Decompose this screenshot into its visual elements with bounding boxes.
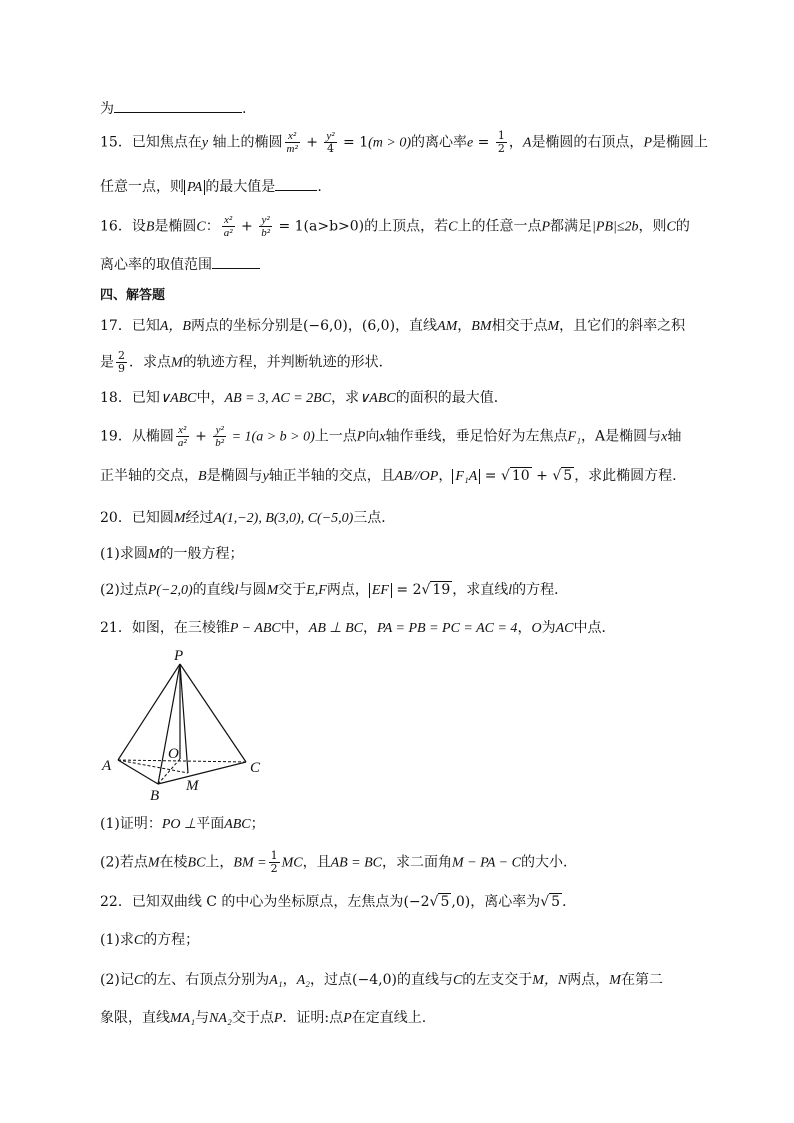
q21-text: 中， <box>280 620 309 636</box>
q16-text: ，则 <box>638 218 667 235</box>
q22-text: 的直线与 <box>396 972 453 988</box>
q19-sqrt10: 10 <box>511 468 530 484</box>
q20-text: 的一般方程； <box>159 546 244 562</box>
q20-M: M <box>266 583 279 598</box>
q17-text: 17．已知 <box>100 318 160 334</box>
q21-text: 上， <box>205 854 234 871</box>
q20-text: 的直线 <box>192 582 235 598</box>
question-22: 22．已知双曲线 C 的中心为坐标原点，左焦点为(−2√ 5 ,0)，离心率为√ 5 ． <box>100 894 577 910</box>
question-15 <box>100 130 708 155</box>
q21-text: ； <box>250 816 265 832</box>
edge-BC <box>158 762 246 784</box>
q15-text: 的最大值是 <box>205 179 276 195</box>
q22-text: 的方程； <box>143 932 200 948</box>
q21-BM: BM = <box>233 855 267 871</box>
q19-text: 向 <box>365 428 380 445</box>
q22-ecc-sqrt: 5 <box>551 894 561 910</box>
q16-text: ： <box>205 218 220 235</box>
q17-text: 相交于点 <box>491 318 548 334</box>
q15-cond: (m > 0) <box>368 135 412 151</box>
question-22-part2-line2 <box>100 1008 426 1029</box>
q17-text: 两点的坐标分别是 <box>190 318 303 334</box>
q17-text: 是 <box>100 354 114 371</box>
q22-MA1: MA₁ <box>170 1011 196 1026</box>
q22-focus: ,0) <box>451 894 471 910</box>
q15-fraction-x: $\frac{\text{x²}}{\text{m²}}$ <box>286 130 298 155</box>
q22-C: C <box>133 933 144 948</box>
q21-text: (1)证明： <box>100 816 162 832</box>
q19-text: ， <box>438 468 453 484</box>
q21-text: 平面 <box>196 816 225 832</box>
q15-eq: = 1 <box>338 134 369 151</box>
q22-MN: M，N <box>532 973 568 988</box>
q21-dihedral: M − PA − C <box>452 855 521 871</box>
q22-text: ． <box>562 894 577 910</box>
edge-PC <box>180 664 246 762</box>
q17-text: 的轨迹方程，并判断轨迹的形状． <box>182 354 393 371</box>
q16-text: 的 <box>675 218 690 235</box>
plus-sign: + <box>236 218 258 235</box>
q17-M: M <box>547 319 560 334</box>
q22-NA2: NA₂ <box>209 1011 232 1026</box>
q17-AM: AM <box>437 319 458 334</box>
q19-sqrt5: 5 <box>563 468 573 484</box>
q16-text: 离心率的取值范围 <box>100 257 212 273</box>
q16-P: P <box>541 219 551 235</box>
q17-M: M <box>171 355 183 371</box>
q19-parallel: AB//OP <box>394 469 439 484</box>
question-16-line2 <box>100 254 260 275</box>
q17-BM: BM <box>471 319 492 334</box>
q15-answer-blank <box>275 176 317 191</box>
q22-focus-sqrt: 5 <box>440 894 450 910</box>
q15-text: 任意一点，则 <box>100 179 184 195</box>
q21-pyramid: P − ABC <box>229 621 281 636</box>
q15-ecc-fraction: $\frac{1}{2}$ <box>497 129 505 155</box>
q18-triangle: ∨ABC <box>359 391 396 406</box>
q20-l: l <box>234 583 239 598</box>
q19-abs-F1A: F₁A <box>452 469 480 484</box>
q19-text: ，求此椭圆方程. <box>574 468 677 484</box>
q16-C: C <box>666 219 676 235</box>
q17-text: ．求点 <box>129 354 171 371</box>
q17-point: (6,0) <box>361 318 396 334</box>
q16-text: 上的任意一点 <box>457 218 542 235</box>
q22-text: 的左、右顶点分别为 <box>143 972 270 988</box>
q15-fraction-y: $\frac{\text{y²}}{4}$ <box>326 130 335 155</box>
q16-cond: |PB|≤2b <box>592 219 639 235</box>
question-20-part1 <box>100 544 244 565</box>
q20-text: 的方程． <box>512 582 569 598</box>
label-P: P <box>174 648 184 664</box>
q20-text: 三点． <box>353 510 396 526</box>
hidden-edge-AC <box>118 760 246 762</box>
q20-EF: E,F <box>306 583 327 598</box>
q19-y: y <box>262 469 269 484</box>
q19-text: 是椭圆与 <box>206 468 263 484</box>
q19-text: 轴 <box>667 428 682 445</box>
q21-text: ，求二面角 <box>382 854 453 871</box>
q21-text: ， <box>362 620 377 636</box>
q21-perp: PO ⊥ <box>161 817 197 832</box>
q18-text: 中， <box>196 390 225 406</box>
q21-AC: AC <box>555 621 574 636</box>
label-A: A <box>102 758 112 774</box>
question-16 <box>100 214 690 239</box>
q20-text: 两点， <box>326 582 369 598</box>
q21-text: 的大小． <box>520 854 577 871</box>
q18-text: 的面积的最大值． <box>395 390 508 406</box>
q15-text: . <box>317 179 322 195</box>
q19-x: x <box>661 429 668 445</box>
segment-PM <box>180 664 188 773</box>
q22-text: 两点， <box>567 972 610 988</box>
q22-focus: (−2 <box>403 894 430 910</box>
q19-text: ，A是椭圆与 <box>580 428 662 445</box>
q21-text: 21．如图，在三棱锥 <box>100 620 230 636</box>
q20-text: ，求直线 <box>452 582 509 598</box>
q16-C: C <box>448 219 458 235</box>
q19-P: P <box>356 429 366 445</box>
question-20-part2: (2)过点P(−2,0)的直线l与圆M交于E,F两点， EF = 2√ 19 ，求直线l的方程． <box>100 582 569 598</box>
question-18 <box>100 388 508 409</box>
q20-M: M <box>173 511 186 526</box>
q19-x: x <box>379 429 386 445</box>
q21-perp: AB ⊥ BC <box>308 621 363 636</box>
q16-fraction-x: $\frac{\text{x²}}{\text{a²}}$ <box>223 214 233 239</box>
q21-BC: BC <box>187 855 206 871</box>
q14-answer-line <box>100 98 246 119</box>
question-21-part1 <box>100 814 265 835</box>
q16-B: B <box>145 219 155 235</box>
q17-fraction: $\frac{2}{9}$ <box>118 349 125 375</box>
q16-text: 都满足 <box>550 218 593 235</box>
q15-text: 的离心率 <box>411 134 468 151</box>
q15-text: 是椭圆的右顶点， <box>531 134 644 151</box>
q20-point: P(−2,0) <box>147 583 193 598</box>
q22-A1: A₁ <box>269 973 283 988</box>
label-C: C <box>250 760 261 776</box>
q19-eq: = <box>480 468 501 484</box>
q20-text: (1)求圆 <box>100 546 148 562</box>
question-17 <box>100 316 685 337</box>
q16-text: 的上顶点，若 <box>364 218 449 235</box>
question-19-line2: 正半轴的交点，B是椭圆与y轴正半轴的交点，且AB//OP， F₁A = √ 10 + √ 5 ，求此椭圆方程. <box>100 468 677 484</box>
q21-text: 为 <box>541 620 556 636</box>
q17-point: (−6,0) <box>302 318 348 334</box>
q22-C: C <box>133 973 144 988</box>
q16-answer-blank <box>212 254 260 269</box>
q19-fraction-x: $\frac{\text{x²}}{\text{a²}}$ <box>177 424 187 449</box>
q20-abs-EF: EF <box>369 583 392 598</box>
q18-cond: AB = 3, AC = 2BC <box>224 391 332 406</box>
question-17-line2 <box>100 350 393 375</box>
q19-fraction-y: $\frac{\text{y²}}{\text{b²}}$ <box>215 424 225 449</box>
q16-text: 是椭圆 <box>154 218 197 235</box>
q21-text: ，且 <box>302 854 331 871</box>
plus-sign: + <box>190 428 212 445</box>
q17-text: ， <box>457 318 472 334</box>
q21-equalities: PA = PB = PC = AC = 4 <box>376 621 518 636</box>
question-15-line2 <box>100 176 322 198</box>
q21-fraction: $\frac{1}{2}$ <box>270 849 278 875</box>
plus-sign: + <box>531 468 553 484</box>
q22-A2: A₂ <box>296 973 311 988</box>
q16-text: 16．设 <box>100 218 146 235</box>
q22-text: 与 <box>195 1010 210 1026</box>
q15-text: 轴上的椭圆 <box>208 134 283 151</box>
q19-B: B <box>198 469 207 484</box>
q16-fraction-y: $\frac{\text{y²}}{\text{b²}}$ <box>261 214 270 239</box>
plus-sign: + <box>301 134 323 151</box>
q22-text: 在定直线上. <box>351 1010 427 1026</box>
q22-text: 在第二 <box>620 972 663 988</box>
q21-plane: ABC <box>224 817 251 832</box>
q22-M: M <box>609 973 621 988</box>
q20-text: 交于 <box>278 582 307 598</box>
q16-eq: = 1(a>b>0) <box>274 218 365 235</box>
q17-AB: A，B <box>159 319 191 334</box>
q15-text: 是椭圆上 <box>652 134 708 151</box>
q22-text: 的左支交于 <box>462 972 533 988</box>
q19-text: 轴正半轴的交点，且 <box>268 468 395 484</box>
q22-P: P <box>343 1011 352 1026</box>
q22-text: (2)记 <box>100 972 134 988</box>
q19-text: 上一点 <box>314 428 357 445</box>
q20-text: 与圆 <box>238 582 267 598</box>
q17-text: ，直线 <box>395 318 438 334</box>
q21-text: 在棱 <box>159 854 188 871</box>
q14-answer-blank <box>114 98 242 113</box>
question-20 <box>100 508 395 529</box>
q20-text: (2)过点 <box>100 582 148 598</box>
q18-triangle: ∨ABC <box>159 391 197 406</box>
q18-text: 18．已知 <box>100 390 160 406</box>
question-22-part2 <box>100 970 663 991</box>
q22-text: ，离心率为 <box>470 894 541 910</box>
question-19 <box>100 424 681 449</box>
q15-e: e <box>467 135 474 151</box>
q15-A: A <box>522 135 532 151</box>
q19-text: 轴作垂线，垂足恰好为左焦点 <box>385 428 568 445</box>
q22-text: 交于点 <box>231 1010 274 1026</box>
label-B: B <box>150 788 160 804</box>
q22-text: ， <box>282 972 297 988</box>
q14-prefix: 为 <box>100 101 114 117</box>
q22-C: C <box>452 973 463 988</box>
q14-suffix: . <box>242 101 247 117</box>
q21-text: ， <box>517 620 532 636</box>
q20-text: 经过 <box>185 510 214 526</box>
q20-M: M <box>147 547 160 562</box>
q22-text: ．证明:点 <box>282 1010 344 1026</box>
q20-l: l <box>508 583 513 598</box>
q22-text: 22．已知双曲线 C 的中心为坐标原点，左焦点为 <box>100 894 404 910</box>
q19-F1: F₁ <box>567 429 581 445</box>
q16-C: C <box>196 219 206 235</box>
q21-MC: MC <box>281 855 303 871</box>
q15-P: P <box>643 135 652 151</box>
q17-text: ， <box>347 318 362 334</box>
q15-text: 15．已知焦点在 <box>100 134 202 151</box>
pyramid-figure <box>100 648 270 804</box>
section-heading: 四、解答题 <box>100 288 166 303</box>
q21-text: (2)若点 <box>100 854 148 871</box>
q21-AB-BC: AB = BC <box>330 855 383 871</box>
q21-text: 中点． <box>573 620 616 636</box>
q17-text: ，且它们的斜率之积 <box>559 318 686 334</box>
q15-abs-PA: PA <box>184 180 205 195</box>
q22-text: ，过点 <box>310 972 353 988</box>
q15-eq: = <box>473 134 494 151</box>
q22-text: 象限，直线 <box>100 1010 170 1026</box>
q20-sqrt19: 19 <box>432 582 451 598</box>
q15-axis: y <box>201 135 209 151</box>
q15-text: ， <box>508 134 523 151</box>
q19-text: 19．从椭圆 <box>100 428 174 445</box>
question-21-part2 <box>100 850 577 875</box>
q22-text: (1)求 <box>100 932 134 948</box>
q21-M: M <box>147 855 160 871</box>
q22-P: P <box>273 1011 283 1026</box>
q20-eq: = 2 <box>391 582 422 598</box>
q21-O: O <box>531 621 542 636</box>
question-22-part1 <box>100 930 199 951</box>
q22-point: (−4,0) <box>352 972 397 988</box>
q19-eq: = 1(a > b > 0) <box>228 429 315 445</box>
question-21 <box>100 618 615 639</box>
label-M: M <box>186 778 199 794</box>
q20-points: A(1,−2), B(3,0), C(−5,0) <box>213 511 354 526</box>
q19-text: 正半轴的交点， <box>100 468 198 484</box>
q20-text: 20．已知圆 <box>100 510 174 526</box>
q18-text: ，求 <box>331 390 360 406</box>
label-O: O <box>168 746 179 762</box>
